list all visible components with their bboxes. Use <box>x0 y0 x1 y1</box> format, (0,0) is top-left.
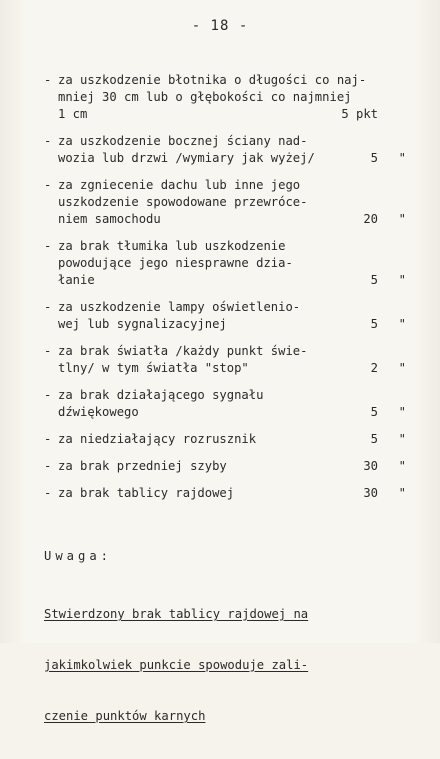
item-description: - za brak tłumika lub uszkodzenie powodujące jego niesprawne dzia- łanie <box>44 238 414 289</box>
list-item <box>44 177 414 228</box>
ditto-mark: " <box>398 361 406 375</box>
item-description: - za uszkodzenie bocznej ściany nad- wozia lub drzwi /wymiary jak wyżej/ <box>44 133 414 167</box>
list-item <box>44 72 414 123</box>
item-points: 5 pkt <box>341 107 378 121</box>
ditto-mark: " <box>398 432 406 446</box>
item-description: - za uszkodzenie lampy oświetlenio- wej lub sygnalizacyjnej <box>44 299 414 333</box>
item-points: 30 <box>363 486 378 500</box>
ditto-mark: " <box>398 317 406 331</box>
note-label: Uwaga: <box>44 549 113 563</box>
item-description: - za niedziałający rozrusznik <box>44 431 414 448</box>
item-points: 5 <box>370 405 378 419</box>
item-points: 5 <box>370 273 378 287</box>
ditto-mark: " <box>398 273 406 287</box>
page-number: - 18 - <box>191 18 249 34</box>
note-line: jakimkolwiek punkcie spowoduje zali- <box>44 658 309 672</box>
note-line: Stwierdzony brak tablicy rajdowej na <box>44 607 309 621</box>
list-item <box>44 485 414 502</box>
list-item <box>44 299 414 333</box>
item-points: 5 <box>370 317 378 331</box>
item-description: - za brak tablicy rajdowej <box>44 485 414 502</box>
item-points: 2 <box>370 361 378 375</box>
item-points: 5 <box>370 151 378 165</box>
ditto-mark: " <box>398 405 406 419</box>
item-description: - za brak przedniej szyby <box>44 458 414 475</box>
list-item <box>44 387 414 421</box>
list-item <box>44 431 414 448</box>
item-description: - za uszkodzenie błotnika o długości co naj- mniej 30 cm lub o głębokości co najmniej 1 cm <box>44 72 414 123</box>
ditto-mark: " <box>398 486 406 500</box>
penalty-list <box>44 72 414 512</box>
list-item <box>44 133 414 167</box>
ditto-mark: " <box>398 151 406 165</box>
list-item <box>44 238 414 289</box>
ditto-mark: " <box>398 212 406 226</box>
note-text <box>44 572 414 759</box>
item-description: - za brak działającego sygnału dźwiękowego <box>44 387 414 421</box>
list-item <box>44 458 414 475</box>
item-description: - za zgniecenie dachu lub inne jego uszkodzenie spowodowane przewróce- niem samochodu <box>44 177 414 228</box>
item-description: - za brak światła /każdy punkt świe- tlny/ w tym światła "stop" <box>44 343 414 377</box>
item-points: 5 <box>370 432 378 446</box>
item-points: 20 <box>363 212 378 226</box>
list-item <box>44 343 414 377</box>
item-points: 30 <box>363 459 378 473</box>
note-line: czenie punktów karnych <box>44 709 206 723</box>
ditto-mark: " <box>398 459 406 473</box>
